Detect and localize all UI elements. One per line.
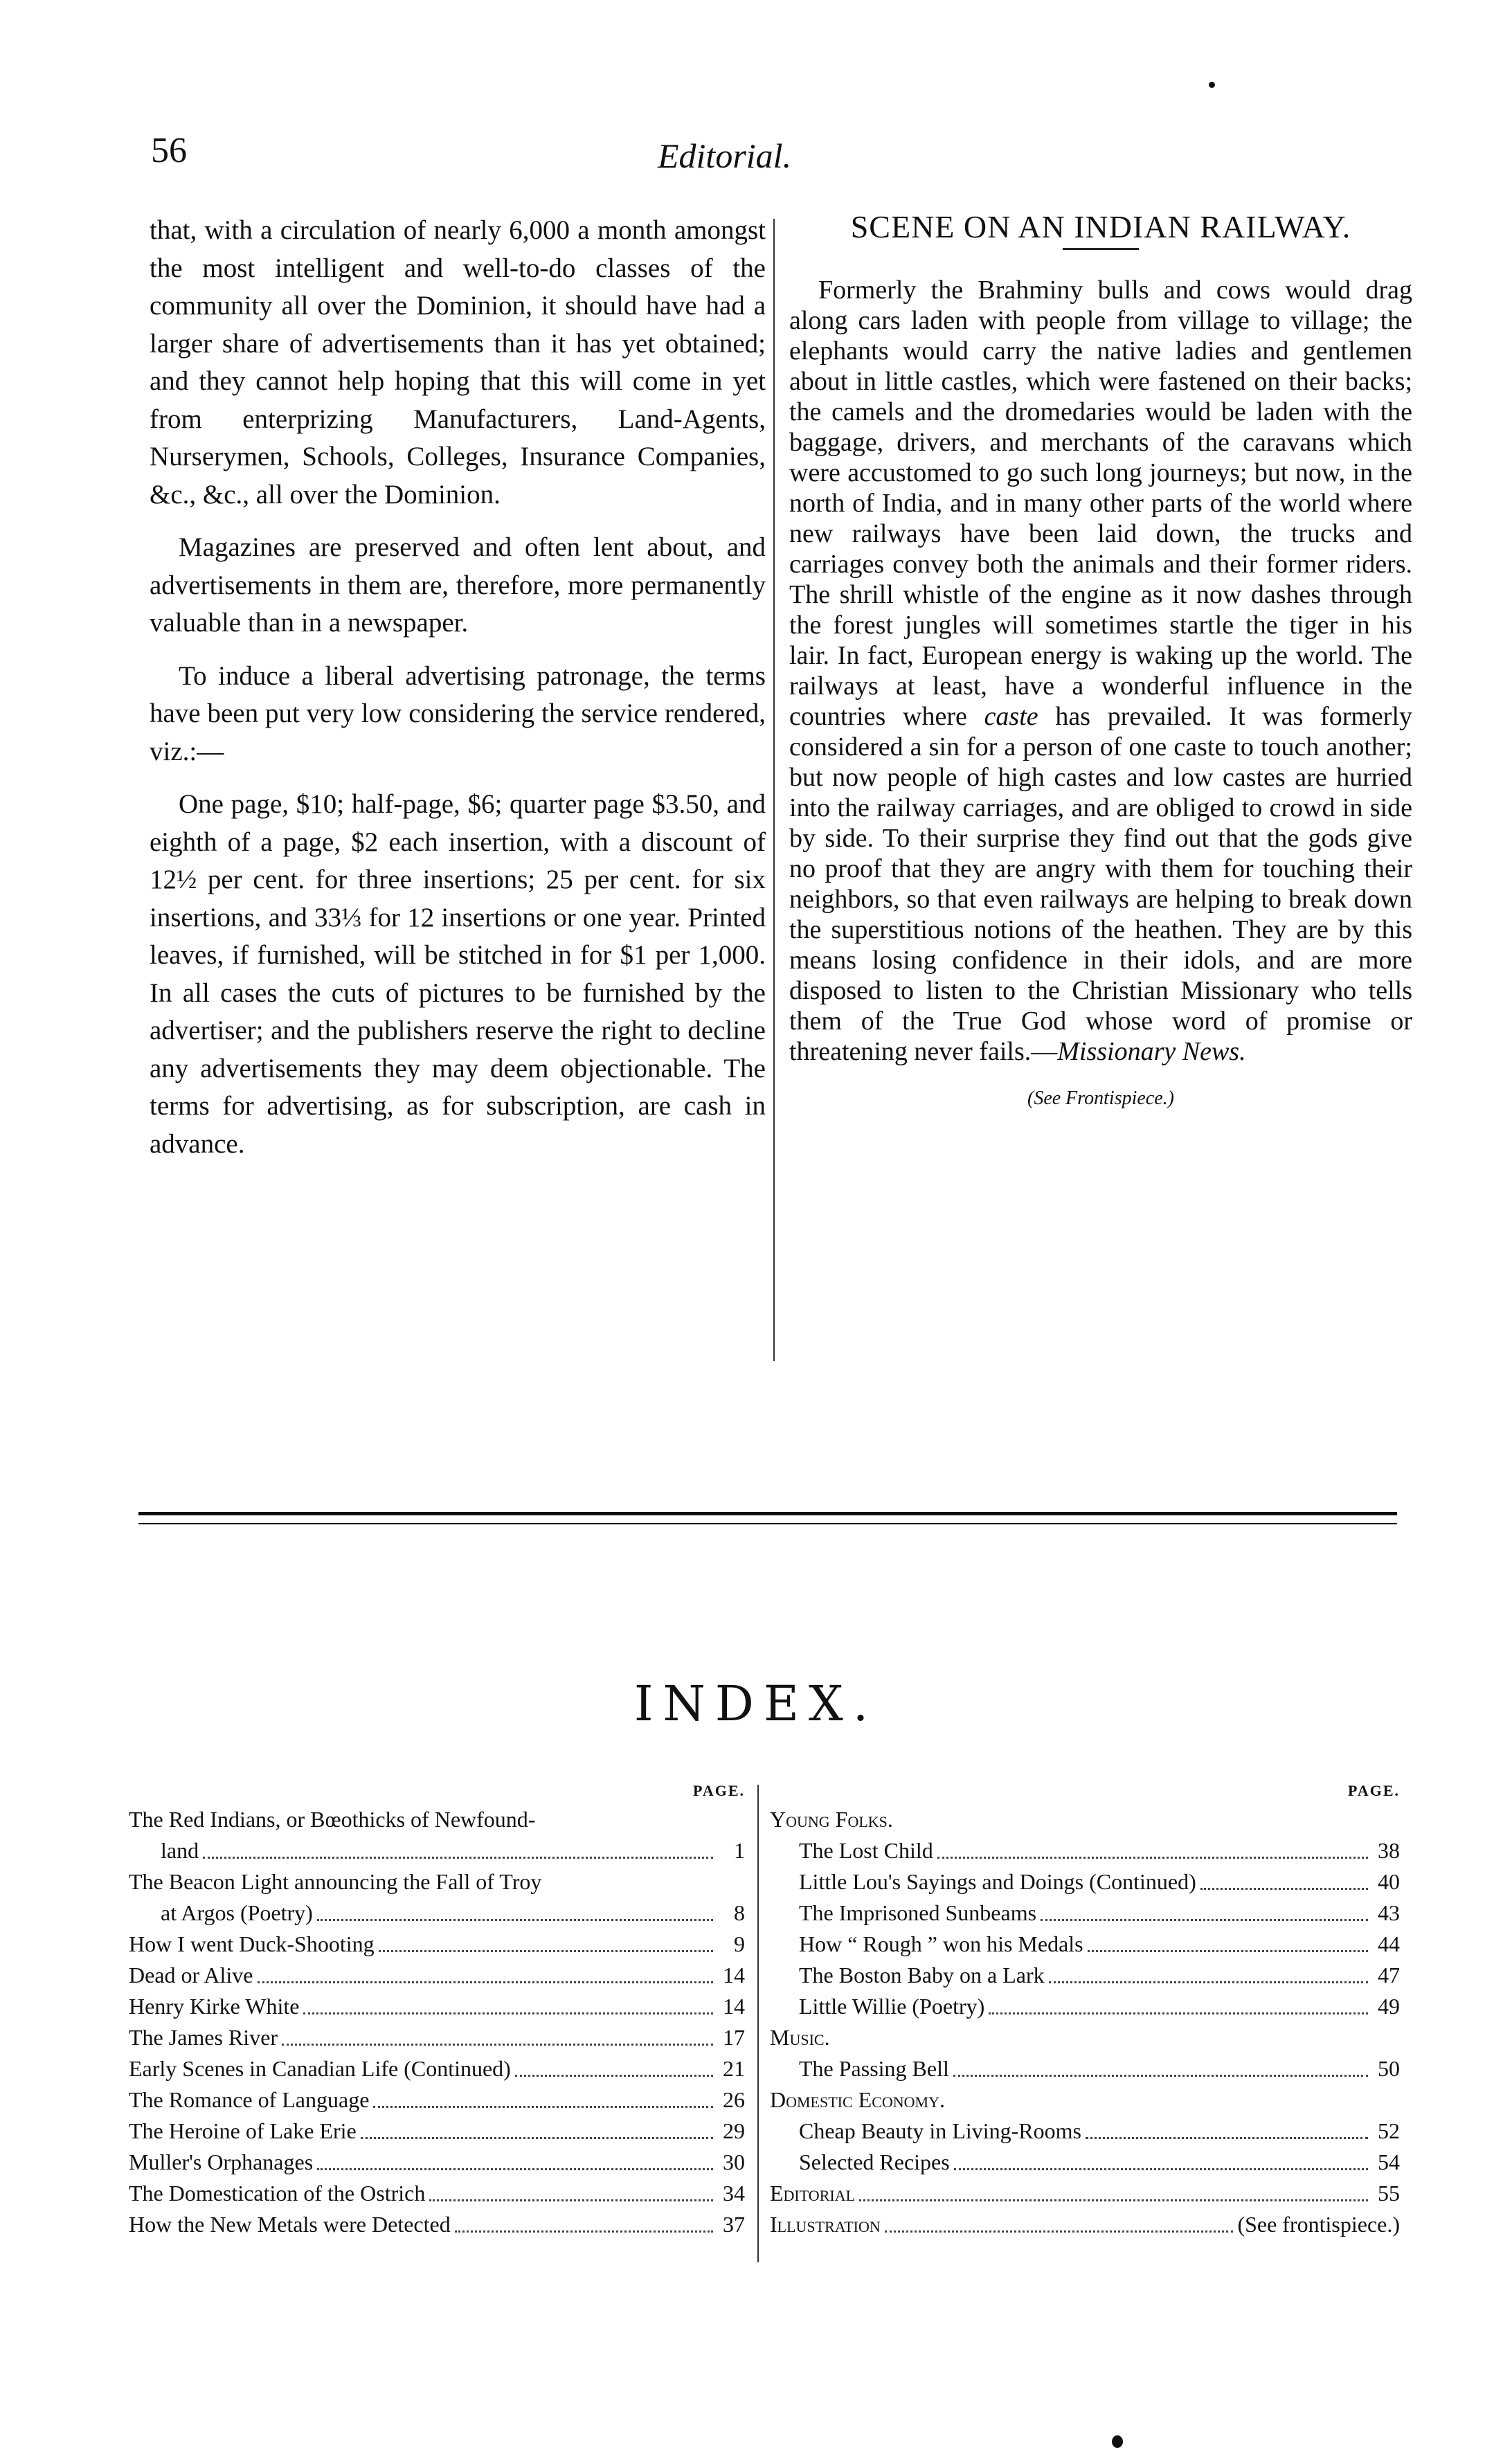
index-entry-page: 43 <box>1378 1900 1400 1925</box>
index-entry-page: 21 <box>723 2056 745 2081</box>
dot-leader <box>373 2106 713 2108</box>
index-entry-page: 37 <box>723 2212 745 2237</box>
index-entry-title: The Red Indians, or Bœothicks of Newfound- <box>129 1807 536 1832</box>
index-entry-title: The Domestication of the Ostrich <box>129 2181 426 2206</box>
index-entry-title: Cheap Beauty in Living-Rooms <box>799 2118 1081 2143</box>
ink-speck <box>1112 2435 1123 2448</box>
index-entry-title: at Argos (Poetry) <box>161 1900 313 1925</box>
index-entry <box>770 1897 1400 1929</box>
index-entry <box>770 1929 1400 1960</box>
source-name: Missionary News. <box>1057 1037 1246 1066</box>
dot-leader <box>1200 1888 1368 1890</box>
dot-leader <box>317 1919 713 1921</box>
left-column <box>150 212 766 1178</box>
paragraph: One page, $10; half-page, $6; quarter page $3.50, and eighth of a page, $2 each insertion, with a discount of 12½ per cent. for three insertions; 25 per cent. for six insertions, and 33⅓ for 12 insertions or one year. Printed leaves, if furnished, will be stitched in for $1 per 1,000. In all cases the cuts of pictures to be furnished by the advertiser; and the publishers reserve the right to decline any advertisements they may deem objectionable. The terms for advertising, as for subscription, are cash in advance. <box>150 789 766 1159</box>
index-entry-page: 34 <box>723 2181 745 2206</box>
dot-leader <box>515 2075 713 2077</box>
index-entry-page: 52 <box>1378 2118 1400 2143</box>
index-entry-page: 54 <box>1378 2149 1400 2174</box>
dot-leader <box>303 2012 713 2014</box>
page-number: 56 <box>151 131 187 170</box>
index-entry-page: 40 <box>1378 1869 1400 1894</box>
index-entry <box>770 1835 1400 1866</box>
dot-leader <box>282 2044 713 2046</box>
dot-leader <box>361 2137 713 2139</box>
dot-leader <box>1086 2137 1368 2139</box>
index-column-rule <box>757 1785 759 2262</box>
index-entry-title: Muller's Orphanages <box>129 2149 314 2174</box>
index-entry-title: The Heroine of Lake Erie <box>129 2118 357 2143</box>
index-entry <box>129 2209 745 2240</box>
index-section-heading: Domestic Economy. <box>770 2087 946 2112</box>
index-entry-title: How “ Rough ” won his Medals <box>799 1931 1083 1956</box>
dot-leader <box>455 2230 713 2233</box>
dot-leader <box>885 2230 1234 2233</box>
index-entry <box>129 1866 745 1897</box>
index-section-heading: Illustration <box>770 2212 881 2237</box>
index-entry-title: How the New Metals were Detected <box>129 2212 451 2237</box>
index-entry <box>129 1960 745 1991</box>
index-entry-title: Selected Recipes <box>799 2149 950 2174</box>
index-section-heading: Editorial <box>770 2181 856 2206</box>
dot-leader <box>1041 1919 1368 1921</box>
index-entry <box>129 2178 745 2209</box>
index-entry <box>129 2053 745 2084</box>
index-entry <box>129 1897 745 1929</box>
index-entry-page: 29 <box>723 2118 745 2143</box>
index-entry <box>770 2053 1400 2084</box>
dot-leader <box>989 2012 1368 2014</box>
body-italic-word: caste <box>984 702 1038 731</box>
index-entry-page: 17 <box>723 2025 745 2050</box>
index-entry-title: The Romance of Language <box>129 2087 370 2112</box>
section-separator-thin <box>138 1523 1397 1524</box>
index-entry-page: 38 <box>1378 1838 1400 1863</box>
index-entry <box>129 1929 745 1960</box>
index-entry-title: The Passing Bell <box>799 2056 949 2081</box>
paragraph: that, with a circulation of nearly 6,000 a month amongst the most intelligent and well-to-do classes of the community all over the Dominion, it should have had a larger share of advertisements than it has yet obtained; and they cannot help hoping that this will come in yet from enterprizing Manufacturers, Land-Agents, Nurserymen, Schools, Colleges, Insurance Companies, &c., &c., all over the Dominion. <box>150 215 766 510</box>
index-section-heading: Young Folks. <box>770 1807 893 1832</box>
body-text: has prevailed. It was formerly considered a sin for a person of one caste to touch another; but now people of high castes and low castes are hurried into the railway carriages, and are obliged to crowd in side by side. To their surprise they find out that the gods give no proof that they are angry with them for touching their neighbors, so that even railways are helping to break down the superstitious notions of the heathen. They are by this means losing confidence in their idols, and are more disposed to listen to the Christian Missionary who tells them of the True God whose word of promise or threatening never fails.— <box>789 702 1412 1066</box>
dot-leader <box>859 2199 1368 2201</box>
index-entry <box>129 2084 745 2116</box>
index-entry <box>770 1960 1400 1991</box>
index-entry <box>770 1991 1400 2022</box>
index-entry-title: The Lost Child <box>799 1838 933 1863</box>
index-section-entry <box>770 2209 1400 2240</box>
paragraph: Magazines are preserved and often lent about, and advertisements in them are, therefore, more permanently valuable than in a newspaper. <box>150 532 766 638</box>
index-entry-title: land <box>161 1838 199 1863</box>
dot-leader <box>953 2075 1368 2077</box>
dot-leader <box>258 1981 714 1983</box>
index-entry <box>770 2116 1400 2147</box>
body-text: Formerly the Brahminy bulls and cows would drag along cars laden with people from village to village; the elephants would carry the native ladies and gentlemen about in little castles, which were fastened on their backs; the camels and the dromedaries would be laden with the baggage, drivers, and merchants of the caravans which were accustomed to go such long journeys; but now, in the north of India, and in many other parts of the world where new railways have been laid down, the trucks and carriages convey both the animals and their former riders. The shrill whistle of the engine as it now dashes through the forest jungles will sometimes startle the tiger in his lair. In fact, European energy is waking up the world. The railways at least, have a wonderful influence in the countries where <box>789 276 1412 731</box>
index-entry-title: Early Scenes in Canadian Life (Continued) <box>129 2056 511 2081</box>
index-entry-page: (See frontispiece.) <box>1237 2212 1400 2237</box>
article-title: SCENE ON AN INDIAN RAILWAY. <box>850 209 1351 244</box>
index-entry-page: 49 <box>1378 1994 1400 2019</box>
index-entry <box>129 1804 745 1835</box>
index-entry-title: How I went Duck-Shooting <box>129 1931 375 1956</box>
index-section-entry <box>770 2178 1400 2209</box>
dot-leader <box>429 2199 713 2201</box>
index-entry <box>129 2147 745 2178</box>
dot-leader <box>1088 1950 1368 1952</box>
dot-leader <box>317 2168 713 2170</box>
index-entry-title: The Beacon Light announcing the Fall of Troy <box>129 1869 542 1894</box>
index-entry-title: The Imprisoned Sunbeams <box>799 1900 1037 1925</box>
section-separator-thick <box>138 1512 1397 1515</box>
index-entry-page: 50 <box>1378 2056 1400 2081</box>
paragraph: To induce a liberal advertising patronage, the terms have been put very low considering the service rendered, viz.:— <box>150 660 766 766</box>
index-entry <box>129 2022 745 2053</box>
right-column <box>789 209 1412 1114</box>
article-body <box>789 275 1412 1067</box>
index-entry-title: Dead or Alive <box>129 1963 253 1987</box>
index-entry <box>770 2147 1400 2178</box>
ink-speck <box>1209 82 1215 88</box>
frontispiece-credit: (See Frontispiece.) <box>1027 1088 1174 1109</box>
index-entry <box>129 1835 745 1866</box>
index-entry <box>770 1866 1400 1897</box>
dot-leader <box>937 1857 1368 1859</box>
index-entry-page: 14 <box>723 1963 745 1987</box>
title-rule <box>1063 248 1139 250</box>
index-entry-title: Little Willie (Poetry) <box>799 1994 985 2019</box>
index-entry-page: 44 <box>1378 1931 1400 1956</box>
page-column-label: PAGE. <box>1348 1782 1400 1799</box>
dot-leader <box>379 1950 713 1952</box>
index-right-column <box>770 1782 1400 2240</box>
index-entry-page: 14 <box>723 1994 745 2019</box>
dot-leader <box>203 1857 713 1859</box>
index-section-heading: Music. <box>770 2025 830 2050</box>
index-entry-page: 1 <box>734 1838 745 1863</box>
index-left-column <box>129 1782 745 2240</box>
dot-leader <box>954 2168 1368 2170</box>
index-entry-page: 47 <box>1378 1963 1400 1987</box>
index-entry <box>129 2116 745 2147</box>
page-column-label: PAGE. <box>693 1782 745 1799</box>
index-entry-title: The Boston Baby on a Lark <box>799 1963 1045 1987</box>
index-entry <box>129 1991 745 2022</box>
index-entry-title: Little Lou's Sayings and Doings (Continued) <box>799 1869 1196 1894</box>
index-entry-page: 30 <box>723 2149 745 2174</box>
index-title: INDEX. <box>633 1675 879 1732</box>
index-entry-page: 55 <box>1378 2181 1400 2206</box>
index-entry-page: 8 <box>734 1900 745 1925</box>
index-entry-page: 9 <box>734 1931 745 1956</box>
index-entry-page: 26 <box>723 2087 745 2112</box>
column-rule <box>773 219 775 1361</box>
running-head: Editorial. <box>658 136 792 175</box>
dot-leader <box>1049 1981 1368 1983</box>
index-entry-title: Henry Kirke White <box>129 1994 300 2019</box>
index-entry-title: The James River <box>129 2025 278 2050</box>
